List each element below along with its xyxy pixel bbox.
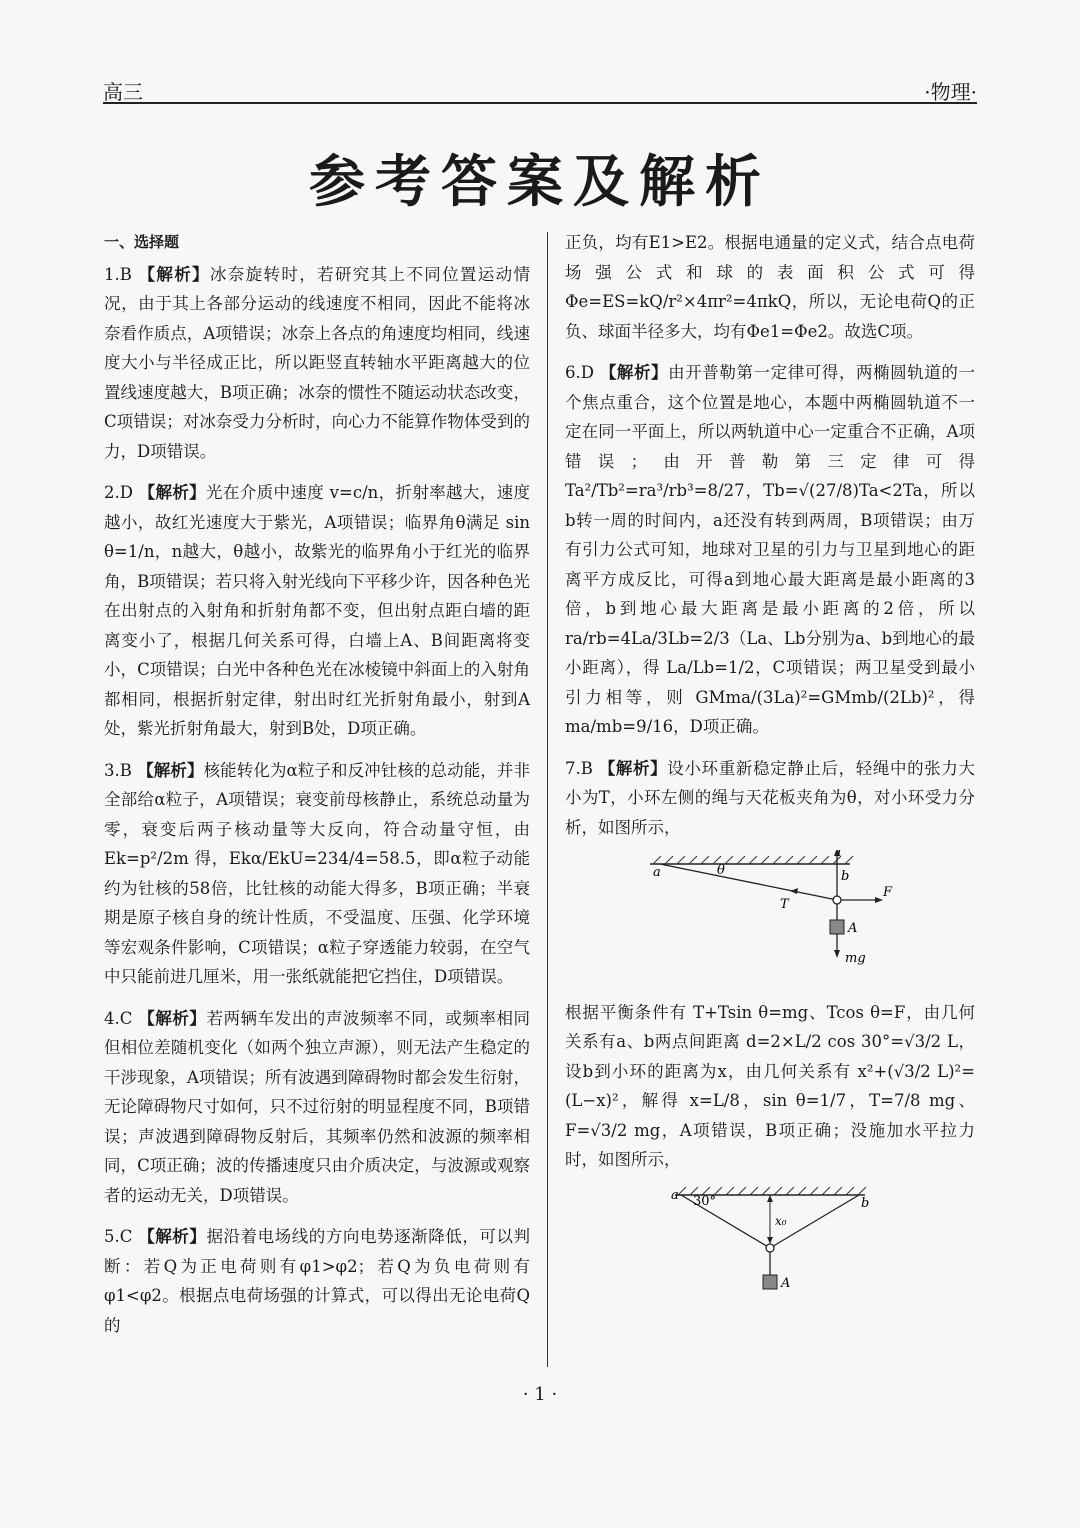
analysis-tag: 【解析】	[138, 264, 210, 284]
label-b: b	[841, 869, 850, 884]
subject-label: ·物理·	[924, 80, 977, 104]
label-t-rope: T	[780, 897, 789, 912]
answer-text: 据沿着电场线的方向电势逐渐降低，可以判断：若Q为正电荷则有φ1>φ2；若Q为负电荷则有φ1<φ2。根据点电荷场强的计算式，可以得出无论电荷Q的	[104, 1227, 531, 1335]
label-x0: x₀	[775, 1213, 787, 1228]
answer-text: 冰奈旋转时，若研究其上不同位置运动情况，由于其上各部分运动的线速度不相同，因此不能将冰奈看作质点，A项错误；冰奈上各点的角速度均相同，线速度大小与半径成正比，所以距竖直转轴水平距离越大的位置线速度越大，B项正确；冰奈的惯性不随运动状态改变，C项错误；对冰奈受力分析时，向心力不能算作物体受到的力，D项错误。	[104, 264, 531, 461]
answer-item-7	[565, 754, 975, 1308]
answer-number: 6.D	[565, 363, 594, 382]
grade-label: 高三	[103, 80, 143, 104]
label-block-a: A	[848, 921, 858, 936]
tension-arrow	[790, 888, 798, 894]
answer-text: 设小环重新稳定静止后，轻绳中的张力大小为T，小环左侧的绳与天花板夹角为θ，对小环受力分析，如图所示，	[565, 758, 976, 837]
force-diagram-1	[565, 850, 975, 990]
answer-item-3	[104, 756, 530, 992]
ring	[833, 896, 841, 904]
force-diagram-2-svg	[565, 1183, 975, 1298]
answer-text: 根据平衡条件有 T+Tsin θ=mg、Tcos θ=F，由几何关系有a、b两点间距离 d=2×L/2 cos 30°=√3/2 L，设b到小环的距离为x，由几何关系有 x²+(√3/2 L)²=(L−x)²，解得 x=L/8，sin θ=1/7，T=7/8 mg、F=√3/2 mg，A项错误，B项正确；没施加水平拉力时，如图所示，	[565, 1002, 975, 1169]
analysis-tag: 【解析】	[138, 1227, 207, 1246]
rope-ab	[660, 864, 837, 900]
header-rule	[103, 102, 977, 104]
answer-text: 若两辆车发出的声波频率不同，或频率相同但相位差随机变化（如两个独立声源），则无法产生稳定的干涉现象，A项错误；所有波遇到障碍物时都会发生衍射，无论障碍物尺寸如何，只不过衍射的明显程度不同，B项错误；声波遇到障碍物反射后，其频率仍然和波源的频率相同，C项正确；波的传播速度只由介质决定，与波源或观察者的运动无关，D项错误。	[104, 1008, 531, 1205]
label-a: a	[671, 1187, 679, 1203]
force-diagram-1-svg	[565, 850, 975, 980]
column-divider	[547, 232, 548, 1367]
analysis-tag: 【解析】	[137, 760, 204, 780]
page-title: 参考答案及解析	[309, 150, 771, 215]
label-a: a	[653, 865, 661, 880]
analysis-tag: 【解析】	[138, 483, 207, 502]
force-diagram-2	[565, 1183, 975, 1308]
block-a	[763, 1275, 777, 1289]
analysis-tag: 【解析】	[599, 363, 669, 382]
answer-item-1	[104, 260, 530, 467]
answer-text: 核能转化为α粒子和反冲钍核的总动能，并非全部给α粒子，A项错误；衰变前母核静止，系统总动量为零，衰变后两子核动量等大反向，符合动量守恒，由 Ek=p²/2m 得，Ekα/EkU=234/4=58.5，即α粒子动能约为钍核的58倍，比钍核的动能大得多，B项正确；半衰期是原子核自身的统计性质，不受温度、压强、化学环境等宏观条件影响，C项错误；α粒子穿透能力较弱，在空气中只能前进几厘米，用一张纸就能把它挡住，D项错误。	[104, 760, 530, 986]
answer-item-2	[104, 478, 530, 744]
block-a	[830, 920, 844, 934]
label-b: b	[861, 1195, 870, 1211]
page-number: · 1 ·	[522, 1384, 558, 1405]
label-angle: 30°	[693, 1193, 717, 1209]
label-t-top: T	[835, 850, 844, 860]
answer-number: 7.B	[565, 758, 593, 778]
answer-number: 3.B	[104, 760, 132, 780]
label-block-a: A	[781, 1275, 791, 1291]
answer-text: 由开普勒第一定律可得，两椭圆轨道的一个焦点重合，这个位置是地心，本题中两椭圆轨道不一定在同一平面上，所以两轨道中心一定重合不正确，A项错误；由开普勒第三定律可得 Ta²/Tb²=ra³/rb³=8/27，Tb=√(27/8)Ta<2Ta，所以b转一周的时间内，a还没有转到两周，B项错误；由万有引力公式可知，地球对卫星的引力与卫星到地心的距离平方成反比，可得a到地心最大距离是最小距离的3倍，b到地心最大距离是最小距离的2倍，所以 ra/rb=4La/3Lb=2/3（La、Lb分别为a、b到地心的最小距离），得 La/Lb=1/2，C项错误；两卫星受到最小引力相等，则 GMma/(3La)²=GMmb/(2Lb)²，得 ma/mb=9/16，D项正确。	[565, 363, 976, 736]
answer-text: 正负，均有E1>E2。根据电通量的定义式，结合点电荷场强公式和球的表面积公式可得 Φe=ES=kQ/r²×4πr²=4πkQ，所以，无论电荷Q的正负、球面半径多大，均有Φe1=Φe2。故选C项。	[565, 233, 975, 341]
answer-number: 1.B	[104, 264, 132, 284]
answer-item-6	[565, 358, 975, 742]
page-header	[103, 76, 977, 102]
answer-number: 2.D	[104, 483, 133, 502]
right-column	[565, 228, 975, 1319]
analysis-tag: 【解析】	[598, 758, 668, 778]
ring	[766, 1244, 774, 1252]
answer-number: 5.C	[104, 1227, 133, 1246]
left-column	[104, 228, 530, 1352]
section-heading: 一、选择题	[104, 233, 180, 251]
label-theta: θ	[717, 863, 725, 878]
answer-item-5-continued	[565, 228, 975, 346]
answer-text: 光在介质中速度 v=c/n，折射率越大，速度越小，故红光速度大于紫光，A项错误；临界角θ满足 sin θ=1/n，n越大，θ越小，故紫光的临界角小于红光的临界角，B项错误；若只将入射光线向下平移少许，因各种色光在出射点的入射角和折射角都不变，但出射点距白墙的距离变小了，根据几何关系可得，白墙上A、B间距离将变小，C项错误；白光中各种色光在冰棱镜中斜面上的入射角都相同，根据折射定律，射出时红光折射角最小，射到A处，紫光折射角最大，射到B处，D项正确。	[104, 483, 530, 738]
ceiling-hatch	[653, 856, 853, 864]
answer-number: 4.C	[104, 1008, 133, 1028]
answer-item-5	[104, 1222, 530, 1340]
analysis-tag: 【解析】	[138, 1008, 207, 1028]
label-mg: mg	[845, 951, 866, 966]
answer-item-4	[104, 1004, 530, 1211]
label-f: F	[883, 885, 893, 900]
